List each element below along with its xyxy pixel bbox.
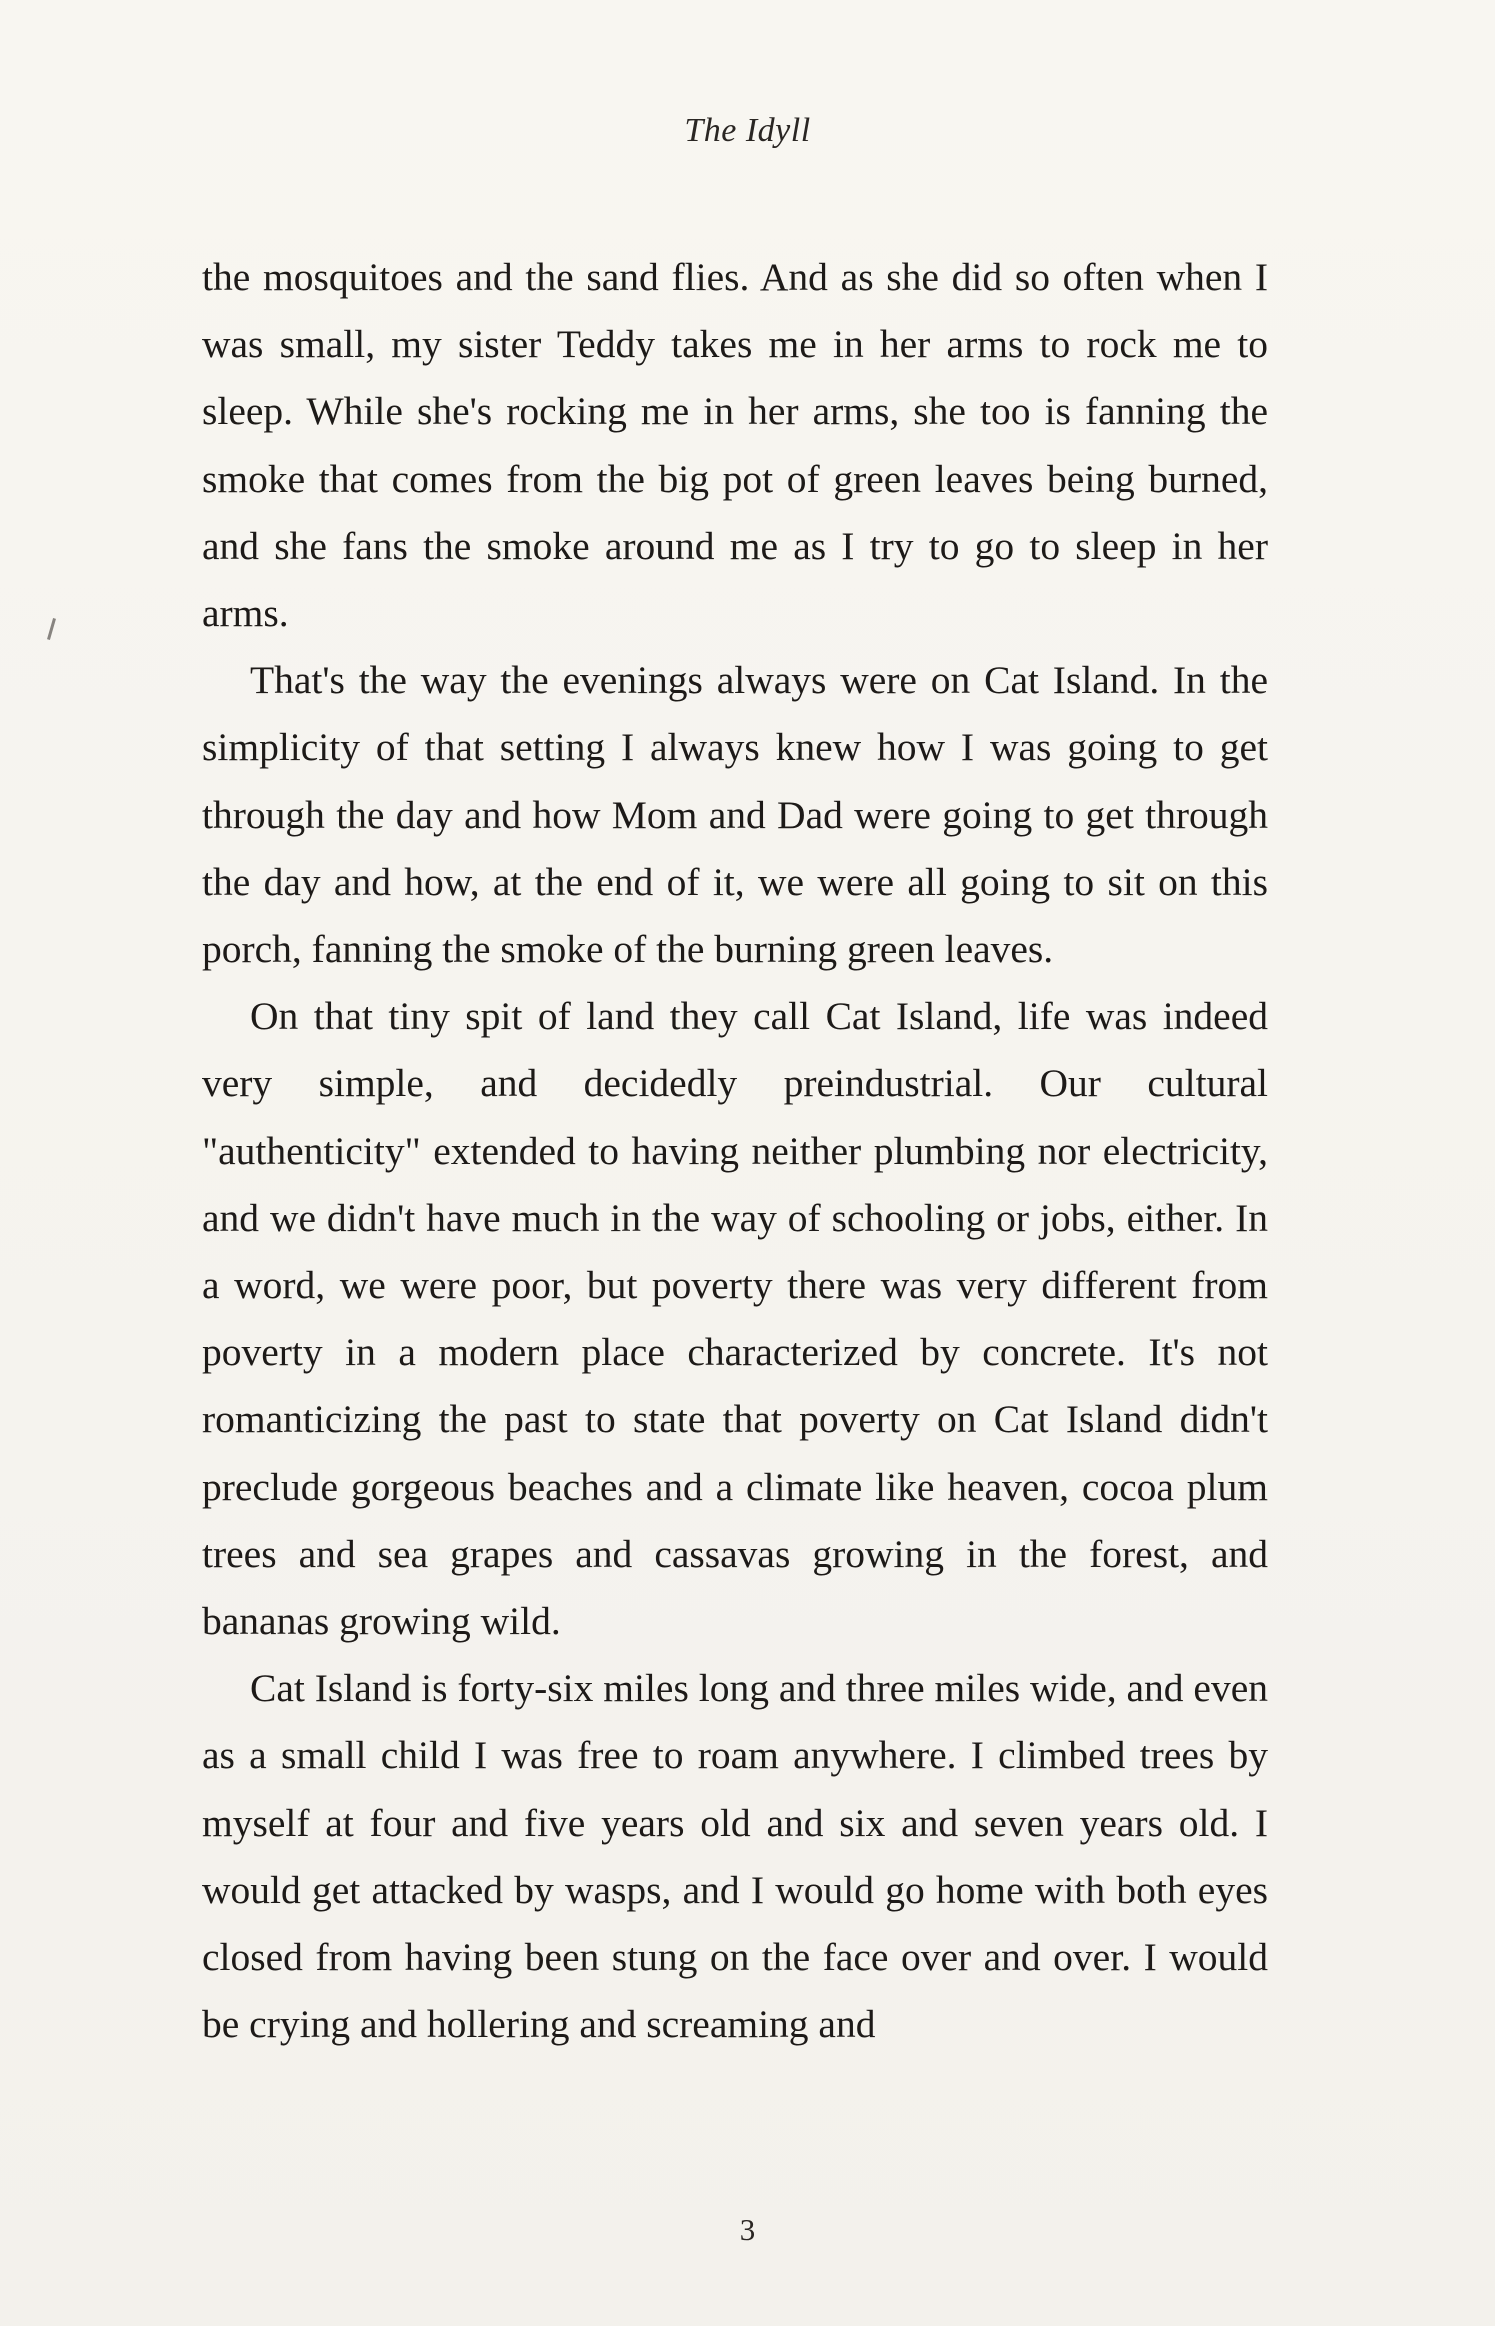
paragraph-1: the mosquitoes and the sand flies. And as she did so often when I was small, my sister Teddy takes me in her arms to rock me to sleep. While she's rocking me in her arms, she too is fanning the smoke that comes from the big pot of green leaves being burned, and she fans the smoke around me as I try to go to sleep in her arms. bbox=[202, 255, 1268, 636]
paragraph-3: On that tiny spit of land they call Cat Island, life was indeed very simple, and decidedly preindustrial. Our cultural "authenticity" extended to having neither plumbing nor electricity, and we didn't have much in the way of schooling or jobs, either. In a word, we were poor, but poverty there was very different from poverty in a modern place characterized by concrete. It's not romanticizing the past to state that poverty on Cat Island didn't preclude gorgeous beaches and a climate like heaven, cocoa plum trees and sea grapes and cassavas growing in the forest, and bananas growing wild. bbox=[202, 994, 1268, 1644]
body-text bbox=[202, 244, 1268, 2058]
page-number: 3 bbox=[739, 2212, 756, 2247]
margin-mark bbox=[47, 618, 56, 640]
running-head: The Idyll bbox=[684, 112, 811, 149]
paragraph-2: That's the way the evenings always were on Cat Island. In the simplicity of that setting I always knew how I was going to get through the day and how Mom and Dad were going to get through the day and how, at the end of it, we were all going to sit on this porch, fanning the smoke of the burning green leaves. bbox=[202, 658, 1268, 972]
paragraph-4: Cat Island is forty-six miles long and three miles wide, and even as a small child I was free to roam anywhere. I climbed trees by myself at four and five years old and six and seven years old. I would get attacked by wasps, and I would go home with both eyes closed from having been stung on the face over and over. I would be crying and hollering and screaming and bbox=[202, 1666, 1268, 2047]
